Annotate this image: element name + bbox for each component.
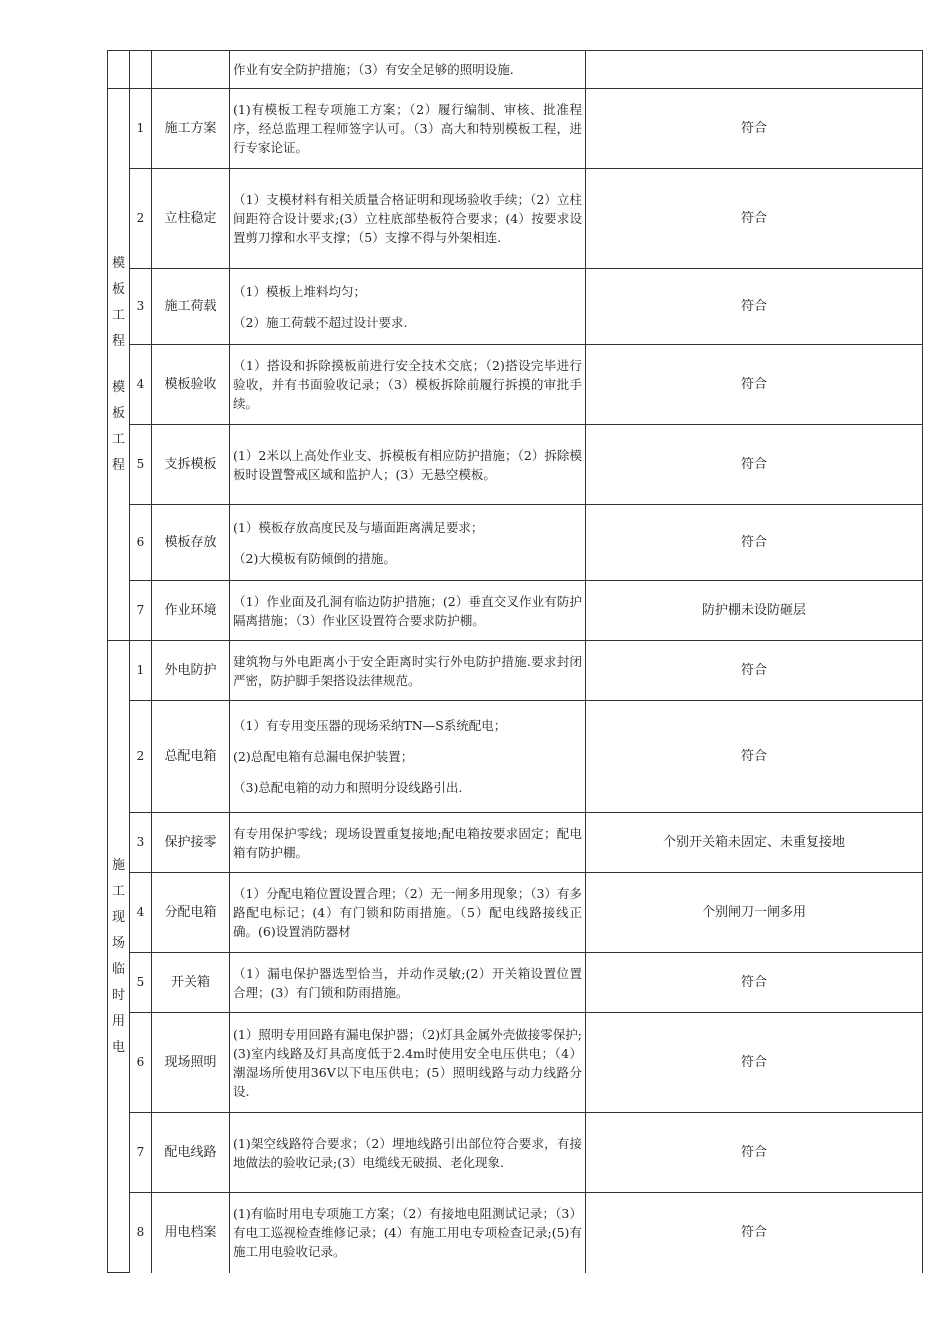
row-number: 3 [130, 269, 152, 345]
row-number: 6 [130, 505, 152, 581]
standard-line: （1）分配电箱位置设置合理；（2）无一闸多用现象；（3）有多路配电标记；(4）有门锁和防雨措施。（5）配电线路接线正确。(6)设置消防器材 [233, 886, 582, 939]
check-item: 模板存放 [152, 505, 230, 581]
standard-line: （1）有专用变压器的现场采纳TN—S系统配电； [233, 718, 507, 733]
check-standard [230, 1013, 586, 1113]
section-title-char: 板 [111, 281, 125, 297]
check-standard [230, 1113, 586, 1193]
table-row [108, 813, 923, 873]
section-title-char: 工 [111, 883, 125, 899]
standard-line: （3)总配电箱的动力和照明分设线路引出. [233, 780, 463, 795]
check-standard [230, 641, 586, 701]
check-result: 符合 [586, 1193, 923, 1273]
check-standard [230, 701, 586, 813]
check-standard [230, 581, 586, 641]
item-cell-empty [152, 51, 230, 89]
check-result: 符合 [586, 345, 923, 425]
check-item: 施工荷载 [152, 269, 230, 345]
standard-line: (1）模板存放高度民及与墙面距离满足要求； [233, 519, 484, 535]
row-number: 7 [130, 581, 152, 641]
section-title-char: 工 [111, 431, 125, 447]
table-row [108, 505, 923, 581]
section-title-char: 时 [111, 987, 125, 1003]
standard-line: (1）2米以上高处作业支、拆模板有相应防护措施；（2）拆除模板时设置警戒区域和监护人；(3）无悬空模板。 [233, 447, 582, 482]
check-result: 符合 [586, 89, 923, 169]
check-standard [230, 813, 586, 873]
row-number: 5 [130, 425, 152, 505]
inspection-table [107, 50, 923, 1273]
standard-line: （2）施工荷载不超过设计要求. [233, 314, 408, 330]
section-title-char: 场 [111, 935, 125, 951]
check-result: 符合 [586, 1013, 923, 1113]
section-title-char: 模 [111, 255, 125, 271]
check-item: 立柱稳定 [152, 169, 230, 269]
section-title-char: 板 [111, 405, 125, 421]
check-standard [230, 1193, 586, 1273]
section-title-char [110, 355, 127, 375]
check-standard [230, 505, 586, 581]
check-result: 符合 [586, 701, 923, 813]
table-row [108, 1013, 923, 1113]
table-row [108, 581, 923, 641]
table-row [108, 953, 923, 1013]
standard-line: 有专用保护零线；现场设置重复接地;配电箱按要求固定；配电箱有防护棚。 [233, 825, 582, 860]
table-row [108, 1113, 923, 1193]
standard-line: （1）漏电保护器选型恰当，并动作灵敏;(2）开关箱设置位置合理；(3）有门锁和防雨措施。 [233, 965, 582, 1000]
check-standard [230, 873, 586, 953]
check-result: 符合 [586, 641, 923, 701]
section-title [108, 89, 130, 641]
table-row [108, 873, 923, 953]
row-number: 3 [130, 813, 152, 873]
check-result: 符合 [586, 425, 923, 505]
table-row [108, 701, 923, 813]
check-result: 符合 [586, 505, 923, 581]
section-title-char: 程 [111, 457, 125, 473]
table-row [108, 169, 923, 269]
standard-line: （1）模板上堆料均匀； [233, 283, 366, 299]
check-standard [230, 425, 586, 505]
check-result: 个别闸刀一闸多用 [586, 873, 923, 953]
table-row [108, 89, 923, 169]
section-title-char: 现 [111, 909, 125, 925]
check-item: 配电线路 [152, 1113, 230, 1193]
check-item: 施工方案 [152, 89, 230, 169]
table-row [108, 269, 923, 345]
check-result: 防护棚未设防砸层 [586, 581, 923, 641]
check-result: 个别开关箱未固定、未重复接地 [586, 813, 923, 873]
row-number: 4 [130, 345, 152, 425]
standard-line: （1）支模材料有相关质量合格证明和现场验收手续；（2）立柱间距符合设计要求;(3）立柱底部垫板符合要求；(4）按要求设置剪刀撑和水平支撑；（5）支撑不得与外架相连. [233, 192, 582, 245]
check-standard [230, 89, 586, 169]
row-number: 8 [130, 1193, 152, 1273]
check-standard [230, 169, 586, 269]
section-title-char: 用 [111, 1013, 125, 1029]
standard-line: （1）搭设和拆除摸板前进行安全技术交底；（2)搭设完毕进行验收，并有书面验收记录；（3）模板拆除前履行拆摸的审批手续。 [233, 358, 582, 411]
check-item: 现场照明 [152, 1013, 230, 1113]
standard-line: (1)有临时用电专项施工方案；（2）有接地电阻测试记录；（3）有电工巡视检查维修记录；(4）有施工用电专项检查记录;(5)有施工用电验收记录。 [233, 1206, 582, 1260]
standard-line: （1）作业面及孔洞有临边防护措施；(2）垂直交叉作业有防护隔离措施；（3）作业区设置符合要求防护棚。 [233, 593, 582, 628]
check-item: 开关箱 [152, 953, 230, 1013]
standard-cell: 作业有安全防护措施；（3）有安全足够的照明设施. [230, 51, 586, 89]
table-row [108, 345, 923, 425]
table-row [108, 641, 923, 701]
table-row [108, 1193, 923, 1273]
section-title-char: 临 [111, 961, 125, 977]
standard-line: (1）照明专用回路有漏电保护器；（2)灯具金属外壳做接零保护;(3)室内线路及灯具高度低于2.4m时使用安全电压供电；（4）潮湿场所使用36V以下电压供电；(5）照明线路与动力线路分设. [233, 1026, 582, 1099]
number-cell-empty [130, 51, 152, 89]
standard-line: (2)总配电箱有总漏电保护装置； [233, 749, 414, 764]
check-result: 符合 [586, 169, 923, 269]
row-number: 1 [130, 641, 152, 701]
check-item: 外电防护 [152, 641, 230, 701]
check-item: 用电档案 [152, 1193, 230, 1273]
standard-line: 建筑物与外电距离小于安全距离时实行外电防护措施.要求封闭严密，防护脚手架搭设法律规范。 [233, 653, 582, 688]
check-item: 总配电箱 [152, 701, 230, 813]
row-number: 2 [130, 701, 152, 813]
continued-row [108, 51, 923, 89]
section-title-char: 模 [111, 379, 125, 395]
row-number: 6 [130, 1013, 152, 1113]
check-standard [230, 269, 586, 345]
standard-line: (1)有模板工程专项施工方案；（2）履行编制、审核、批准程序，经总监理工程师签字认可。（3）高大和特别模板工程，进行专家论证。 [233, 102, 582, 155]
check-item: 保护接零 [152, 813, 230, 873]
section-cell-empty [108, 51, 130, 89]
result-cell-empty [586, 51, 923, 89]
check-standard [230, 953, 586, 1013]
check-item: 支拆模板 [152, 425, 230, 505]
check-item: 作业环境 [152, 581, 230, 641]
standard-line: (1)架空线路符合要求；（2）埋地线路引出部位符合要求，有接地做法的验收记录;(3）电缆线无破损、老化现象. [233, 1135, 582, 1170]
check-item: 分配电箱 [152, 873, 230, 953]
section-title-char: 电 [111, 1039, 125, 1055]
check-item: 模板验收 [152, 345, 230, 425]
row-number: 7 [130, 1113, 152, 1193]
row-number: 5 [130, 953, 152, 1013]
check-result: 符合 [586, 953, 923, 1013]
section-title-char: 施 [111, 857, 125, 873]
row-number: 2 [130, 169, 152, 269]
table-row [108, 425, 923, 505]
row-number: 4 [130, 873, 152, 953]
section-title-char: 工 [111, 307, 125, 323]
check-standard [230, 345, 586, 425]
row-number: 1 [130, 89, 152, 169]
section-title-char: 程 [111, 333, 125, 349]
check-result: 符合 [586, 1113, 923, 1193]
section-title [108, 641, 130, 1273]
check-result: 符合 [586, 269, 923, 345]
standard-line: （2)大模板有防倾倒的措施。 [233, 550, 396, 566]
